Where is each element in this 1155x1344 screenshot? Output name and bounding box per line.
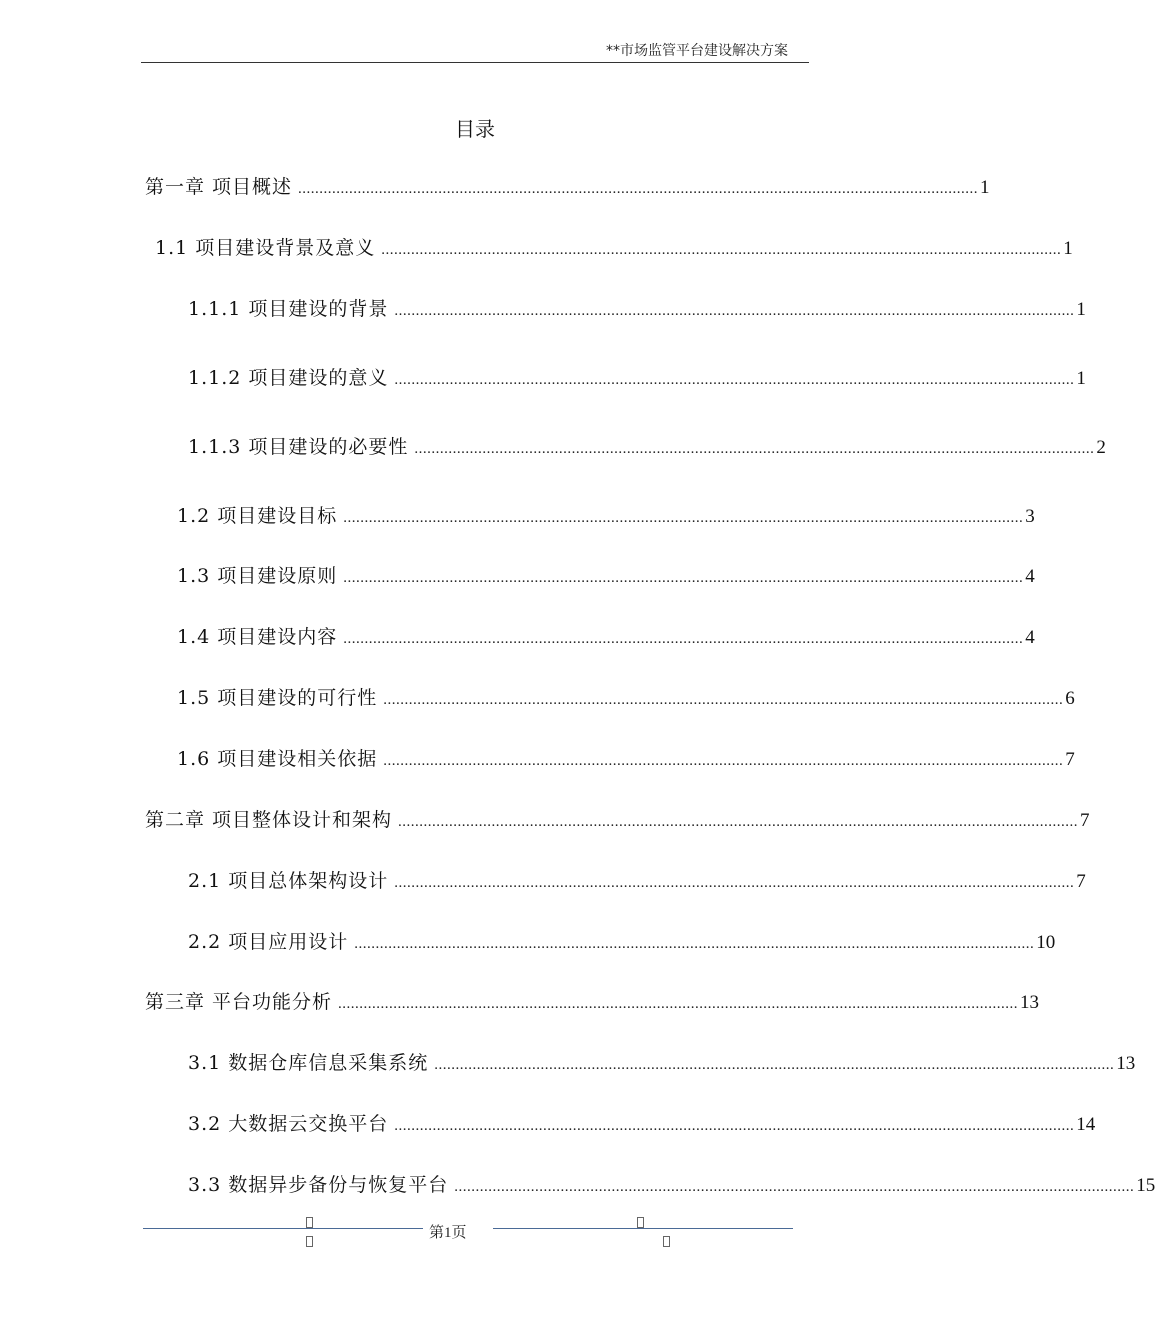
toc-entry-label: 2.2 项目应用设计 <box>188 931 349 953</box>
toc-leader-dots: ................................................................................................................................................................ <box>343 570 1024 586</box>
toc-entry-page: 7 <box>1076 871 1086 892</box>
toc-entry-page: 1 <box>1063 238 1073 259</box>
toc-entry-page: 1 <box>980 177 990 198</box>
toc-entry[interactable] <box>188 1170 1155 1200</box>
footer-rule-right <box>493 1228 793 1229</box>
toc-entry[interactable] <box>188 294 1086 324</box>
toc-entry-label: 1.1.2 项目建设的意义 <box>188 367 389 389</box>
toc-leader-dots: ................................................................................................................................................................ <box>394 303 1075 319</box>
toc-entry-label: 1.4 项目建设内容 <box>177 626 338 648</box>
toc-leader-dots: ................................................................................................................................................................ <box>383 753 1064 769</box>
toc-entry[interactable] <box>177 744 1075 774</box>
toc-entry-page: 7 <box>1080 810 1090 831</box>
footer-rule-left <box>143 1228 423 1229</box>
toc-leader-dots: ................................................................................................................................................................ <box>338 996 1019 1012</box>
toc-leader-dots: ................................................................................................................................................................ <box>394 1118 1075 1134</box>
toc-entry-label: 1.2 项目建设目标 <box>177 505 338 527</box>
toc-entry[interactable] <box>155 233 1073 263</box>
missing-glyph-icon <box>306 1217 313 1228</box>
toc-entry[interactable] <box>177 561 1035 591</box>
toc-leader-dots: ................................................................................................................................................................ <box>394 875 1075 891</box>
toc-leader-dots: ................................................................................................................................................................ <box>383 692 1064 708</box>
toc-entry-page: 13 <box>1020 992 1040 1013</box>
toc-entry-page: 13 <box>1116 1053 1136 1074</box>
toc-entry-label: 3.1 数据仓库信息采集系统 <box>188 1052 429 1074</box>
toc-leader-dots: ................................................................................................................................................................ <box>298 181 979 197</box>
toc-entry[interactable] <box>188 866 1086 896</box>
toc-entry[interactable] <box>188 1109 1096 1139</box>
toc-entry-page: 4 <box>1025 566 1035 587</box>
header-rule <box>141 62 809 63</box>
toc-entry-page: 10 <box>1036 932 1056 953</box>
toc-entry-page: 2 <box>1096 437 1106 458</box>
toc-entry-label: 1.1.3 项目建设的必要性 <box>188 436 409 458</box>
toc-entry-label: 3.3 数据异步备份与恢复平台 <box>188 1174 449 1196</box>
toc-leader-dots: ................................................................................................................................................................ <box>454 1179 1135 1195</box>
header-title: **市场监管平台建设解决方案 <box>606 43 788 59</box>
toc-leader-dots: ................................................................................................................................................................ <box>394 372 1075 388</box>
toc-entry[interactable] <box>145 805 1090 835</box>
toc-leader-dots: ................................................................................................................................................................ <box>354 936 1035 952</box>
toc-entry-page: 1 <box>1076 299 1086 320</box>
toc-leader-dots: ................................................................................................................................................................ <box>343 631 1024 647</box>
toc-entry[interactable] <box>177 622 1035 652</box>
toc-entry-label: 第二章 项目整体设计和架构 <box>145 809 393 831</box>
toc-entry[interactable] <box>188 927 1056 957</box>
toc-leader-dots: ................................................................................................................................................................ <box>414 441 1095 457</box>
toc-entry-label: 1.1 项目建设背景及意义 <box>155 237 376 259</box>
toc-entry-label: 1.6 项目建设相关依据 <box>177 748 378 770</box>
toc-entry[interactable] <box>177 501 1035 531</box>
toc-leader-dots: ................................................................................................................................................................ <box>343 510 1024 526</box>
toc-leader-dots: ................................................................................................................................................................ <box>434 1057 1115 1073</box>
toc-entry[interactable] <box>188 363 1086 393</box>
missing-glyph-icon <box>637 1217 644 1228</box>
toc-entry-label: 2.1 项目总体架构设计 <box>188 870 389 892</box>
toc-entry-label: 1.1.1 项目建设的背景 <box>188 298 389 320</box>
missing-glyph-icon <box>306 1236 313 1247</box>
toc-entry-label: 1.5 项目建设的可行性 <box>177 687 378 709</box>
toc-leader-dots: ................................................................................................................................................................ <box>381 242 1062 258</box>
toc-entry-page: 7 <box>1065 749 1075 770</box>
toc-entry[interactable] <box>177 683 1075 713</box>
toc-entry-page: 6 <box>1065 688 1075 709</box>
toc-entry-label: 1.3 项目建设原则 <box>177 565 338 587</box>
toc-entry-label: 3.2 大数据云交换平台 <box>188 1113 389 1135</box>
toc-entry-page: 3 <box>1025 506 1035 527</box>
toc-entry-page: 15 <box>1136 1175 1155 1196</box>
footer-page-number: 第1页 <box>429 1225 467 1241</box>
toc-entry-label: 第三章 平台功能分析 <box>145 991 333 1013</box>
toc-entry[interactable] <box>145 172 990 202</box>
toc-entry-page: 4 <box>1025 627 1035 648</box>
toc-entry-page: 14 <box>1076 1114 1096 1135</box>
toc-entry[interactable] <box>188 432 1106 462</box>
toc-entry[interactable] <box>145 987 1040 1017</box>
toc-entry[interactable] <box>188 1048 1136 1078</box>
missing-glyph-icon <box>663 1236 670 1247</box>
toc-leader-dots: ................................................................................................................................................................ <box>398 814 1079 830</box>
toc-entry-page: 1 <box>1076 368 1086 389</box>
toc-title: 目录 <box>455 117 495 141</box>
toc-entry-label: 第一章 项目概述 <box>145 176 293 198</box>
